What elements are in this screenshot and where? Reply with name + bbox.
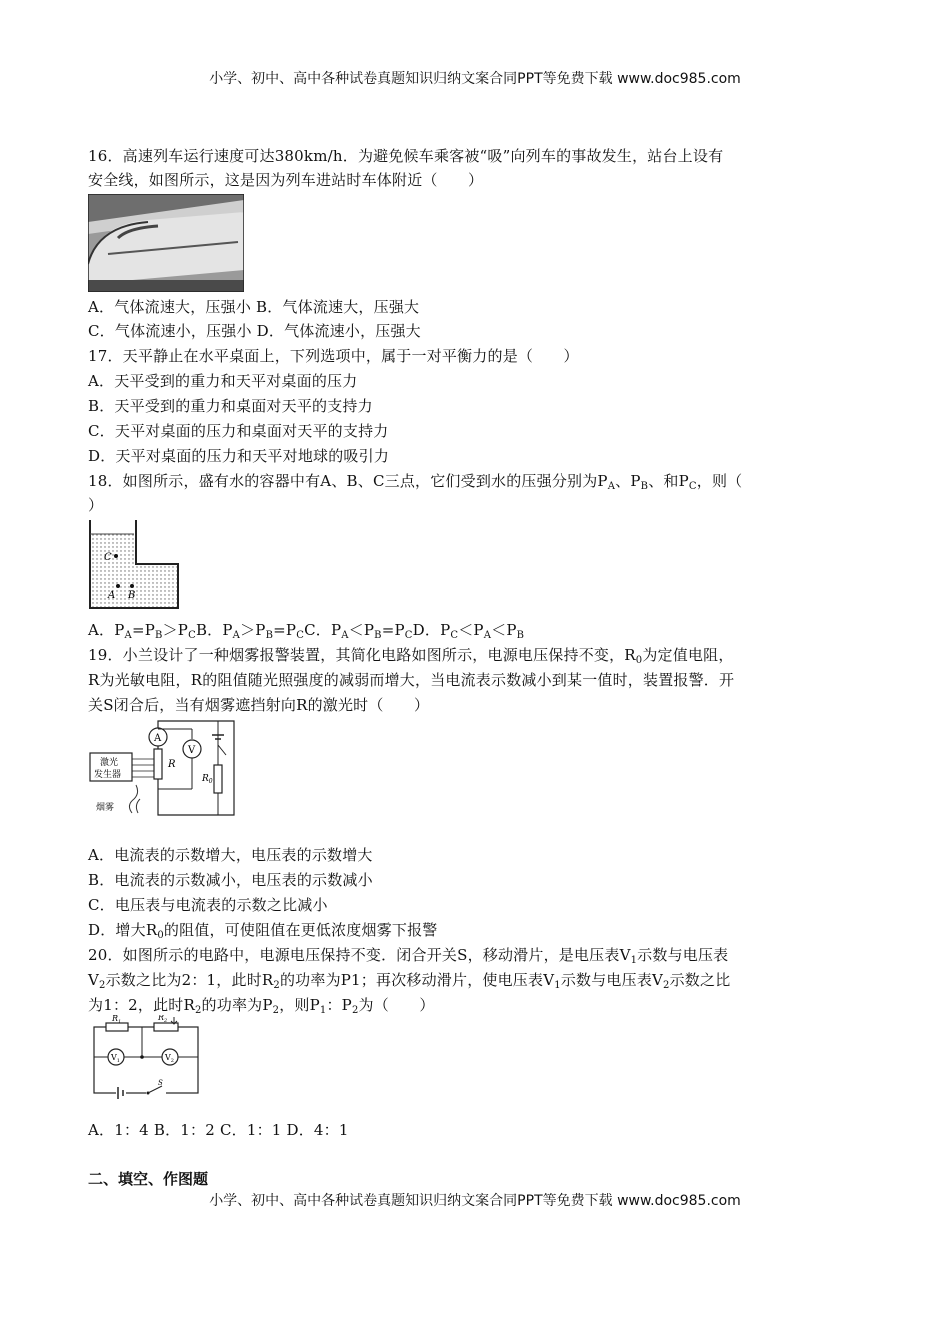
q20-v1-label: $V_1$	[111, 1053, 120, 1064]
q19-stem-line2: R为光敏电阻，R的阻值随光照强度的减弱而增大，当电流表示数减小到某一值时，装置报警．开	[88, 671, 735, 689]
q19-fixed-resistor	[214, 765, 222, 793]
q19-stem-line3: 关S闭合后，当有烟雾遮挡射向R的激光时（ ）	[88, 696, 430, 714]
q20-stem-line3: 为1：2，此时$R_2$的功率为$P_2$，则$P_1$：$P_2$为（ ）	[88, 996, 435, 1016]
q20-stem-line1: 20．如图所示的电路中，电源电压保持不变．闭合开关S，移动滑片，是电压表$V_1$示数与电压表	[88, 946, 729, 966]
q18-option-fragment: A．P	[88, 621, 125, 639]
q18-options	[88, 620, 524, 640]
q18-option-fragment: ＞P	[240, 621, 266, 639]
q19-option-b: B．电流表的示数减小，电压表的示数减小	[88, 871, 373, 889]
q18-option-fragment: =P	[131, 621, 156, 639]
q19-laser-label-2: 发生器	[94, 770, 122, 780]
q18-option-fragment: B．P	[195, 621, 233, 639]
q18-option-fragment: C．P	[304, 621, 342, 639]
q18-option-fragment: A	[341, 630, 349, 641]
q19-laser-label-1: 激光	[100, 758, 119, 768]
q18-option-fragment: C	[188, 630, 196, 641]
q18-option-fragment: B	[516, 630, 525, 641]
q20-v2-label: $V_2$	[165, 1053, 174, 1064]
q19-option-a: A．电流表的示数增大，电压表的示数增大	[88, 846, 373, 864]
q18-option-fragment: A	[124, 630, 132, 641]
q17-option-b: B．天平受到的重力和桌面对天平的支持力	[88, 397, 373, 415]
q19-smoke-label: 烟雾	[96, 803, 115, 813]
q18-container-diagram	[88, 518, 182, 612]
q19-r0-label: $R_0$	[202, 774, 213, 785]
q18-option-fragment: D．P	[412, 621, 451, 639]
q18-option-fragment: ＞P	[162, 621, 189, 639]
q18-option-fragment: A	[483, 630, 492, 641]
page-footer: 小学、初中、高中各种试卷真题知识归纳文案合同PPT等免费下载 www.doc985.com	[209, 1193, 741, 1209]
q20-options: A．1：4 B．1：2 C．1：1 D．4：1	[88, 1121, 349, 1139]
q20-r2-label: $R_2$	[158, 1015, 168, 1024]
section-2-title: 二、填空、作图题	[88, 1170, 209, 1188]
q16-options-line2: C．气体流速小，压强小 D．气体流速小，压强大	[88, 322, 421, 340]
q18-label-c: C	[104, 552, 112, 563]
q20-resistor-r1	[106, 1023, 128, 1031]
q19-voltmeter-label: V	[188, 745, 196, 756]
q18-label-a: A	[108, 590, 116, 601]
q18-option-fragment: B	[155, 630, 163, 641]
q20-r1-label: $R_1$	[112, 1015, 122, 1025]
q18-option-fragment: ＜P	[458, 621, 484, 639]
q19-option-c: C．电压表与电流表的示数之比减小	[88, 896, 328, 914]
q18-option-fragment: =P	[273, 621, 297, 639]
q18-option-fragment: ＜P	[348, 621, 375, 639]
q18-option-fragment: C	[450, 630, 459, 641]
q16-stem-line1: 16．高速列车运行速度可达380km/h．为避免候车乘客被“吸”向列车的事故发生，站台上设有	[88, 147, 724, 165]
q18-option-fragment: B	[374, 630, 382, 641]
q17-option-c: C．天平对桌面的压力和桌面对天平的支持力	[88, 422, 389, 440]
page-header: 小学、初中、高中各种试卷真题知识归纳文案合同PPT等免费下载 www.doc985.com	[209, 71, 741, 87]
q18-option-fragment: ＜P	[491, 621, 517, 639]
q19-smoke-alarm-circuit	[88, 715, 240, 821]
q20-switch-label: S	[158, 1079, 163, 1087]
q19-stem-line1: 19．小兰设计了一种烟雾报警装置，其简化电路如图所示，电源电压保持不变，$R_0$为定值电阻，	[88, 646, 734, 666]
q20-stem-line2: $V_2$示数之比为2：1，此时$R_2$的功率为P1；再次移动滑片，使电压表$V_1$示数与电压表$V_2$示数之比	[88, 971, 731, 991]
q19-photoresistor	[154, 749, 162, 779]
q16-stem-line2: 安全线，如图所示，这是因为列车进站时车体附近（ ）	[88, 171, 484, 189]
q19-photoresistor-label: R	[168, 759, 176, 770]
q18-option-fragment: =P	[381, 621, 405, 639]
q17-option-d: D．天平对桌面的压力和天平对地球的吸引力	[88, 447, 390, 465]
q19-ammeter-label: A	[154, 733, 162, 744]
q18-stem-line1: 18．如图所示，盛有水的容器中有A、B、C三点，它们受到水的压强分别为$P_A$、$P_B$、和$P_C$，则（	[88, 472, 743, 492]
q18-option-fragment: C	[404, 630, 413, 641]
q18-option-fragment: A	[232, 630, 241, 641]
q18-option-fragment: B	[265, 630, 274, 641]
q18-stem-line2: ）	[88, 496, 104, 514]
q18-label-b: B	[128, 590, 136, 601]
q16-train-photo	[88, 194, 244, 292]
q18-option-fragment: C	[296, 630, 305, 641]
q19-option-d: D．增大$R_0$的阻值，可使阻值在更低浓度烟雾下报警	[88, 921, 438, 941]
q16-options-line1: A．气体流速大，压强小 B．气体流速大，压强大	[88, 298, 420, 316]
q17-stem: 17．天平静止在水平桌面上，下列选项中，属于一对平衡力的是（ ）	[88, 347, 579, 365]
q17-option-a: A．天平受到的重力和天平对桌面的压力	[88, 372, 358, 390]
q20-circuit-diagram	[88, 1015, 202, 1099]
